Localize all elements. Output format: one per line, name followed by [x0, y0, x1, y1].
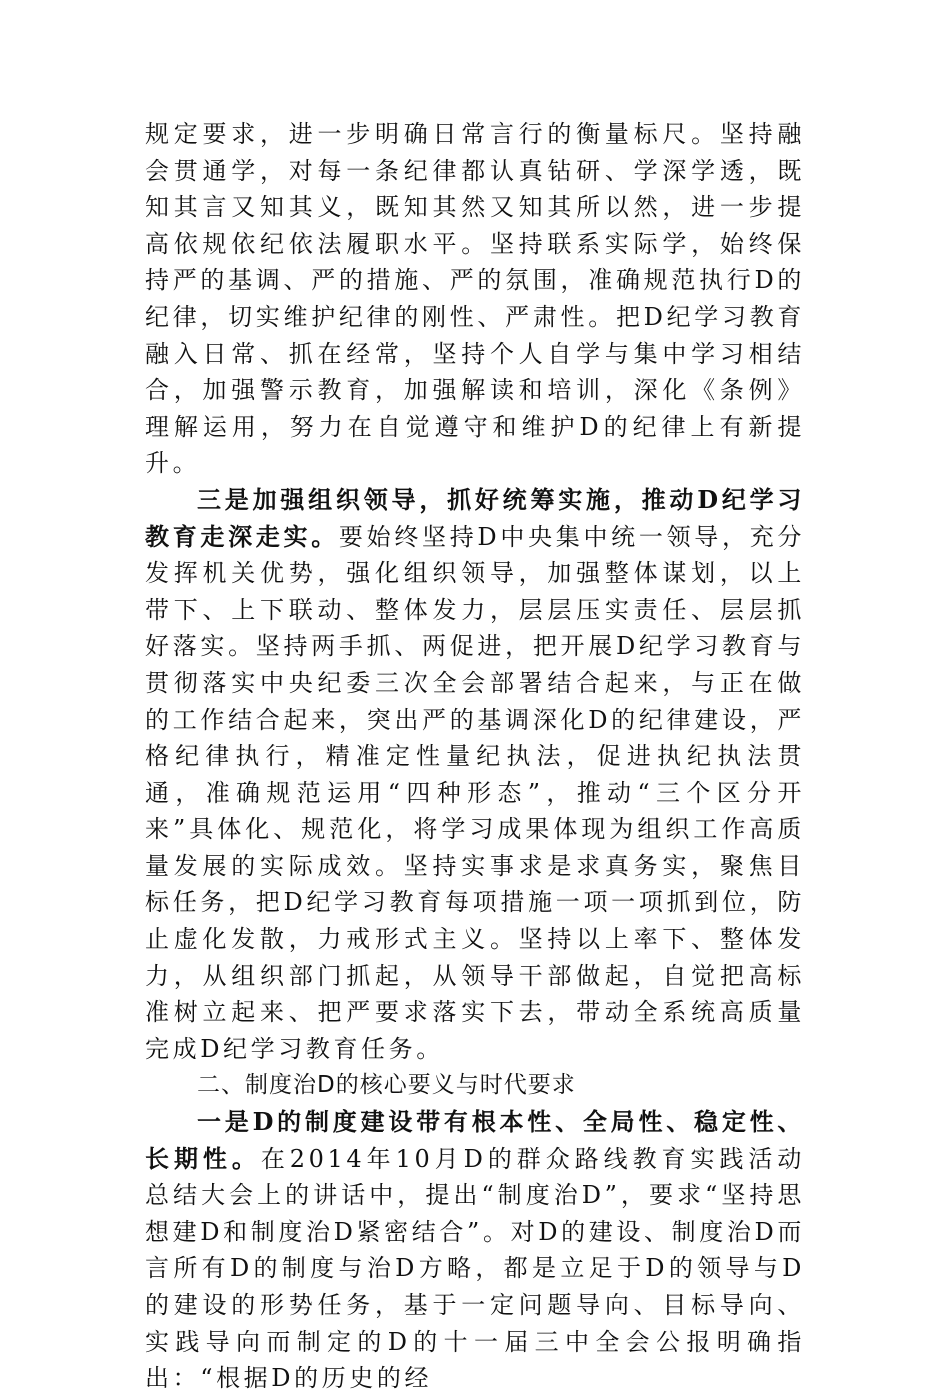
body-paragraph: 规定要求，进一步明确日常言行的衡量标尺。坚持融会贯通学，对每一条纪律都认真钻研、学深学透，既知其言又知其义，既知其然又知其所以然，进一步提高依规依纪依法履职水平。坚持联系实际学，始终保持严的基调、严的措施、严的氛围，准确规范执行D的纪律，切实维护纪律的刚性、严肃性。把D纪学习教育融入日常、抓在经常，坚持个人自学与集中学习相结合，加强警示教育，加强解读和培训，深化《条例》理解运用，努力在自觉遵守和维护D的纪律上有新提升。 — [145, 120, 805, 478]
body-paragraph — [145, 482, 805, 1068]
section-heading: 二、制度治D的核心要义与时代要求 — [197, 1072, 576, 1099]
paragraph-body-text: 在2014年10月D的群众路线教育实践活动总结大会上的讲话中，提出“制度治D”，要求“坚持思想建D和制度治D紧密结合”。对D的建设、制度治D而言所有D的制度与治D方略，都是立足于D的领导与D的建设的形势任务，基于一定问题导向、目标导向、实践导向而制定的D的十一届三中全会公报明确指出：“根据D的历史的经 — [145, 1144, 805, 1393]
body-paragraph — [145, 1104, 805, 1397]
paragraph-lead-sentence: 一是D的制度建设带有根本性、全局性、稳定性、长期性。 — [145, 1107, 805, 1173]
paragraph-lead-sentence: 三是加强组织领导，抓好统筹实施，推动D纪学习教育走深走实。 — [145, 484, 805, 551]
paragraph-body-text: 要始终坚持D中央集中统一领导，充分发挥机关优势，强化组织领导，加强整体谋划，以上带下、上下联动、整体发力，层层压实责任、层层抓好落实。坚持两手抓、两促进，把开展D纪学习教育与贯彻落实中央纪委三次全会部署结合起来，与正在做的工作结合起来，突出严的基调深化D的纪律建设，严格纪律执行，精准定性量纪执法，促进执纪执法贯通，准确规范运用“四种形态”，推动“三个区分开来”具体化、规范化，将学习成果体现为组织工作高质量发展的实际成效。坚持实事求是求真务实，聚焦目标任务，把D纪学习教育每项措施一项一项抓到位，防止虚化发散，力戒形式主义。坚持以上率下、整体发力，从组织部门抓起，从领导干部做起，自觉把高标准树立起来、把严要求落实下去，带动全系统高质量完成D纪学习教育任务。 — [145, 522, 805, 1063]
